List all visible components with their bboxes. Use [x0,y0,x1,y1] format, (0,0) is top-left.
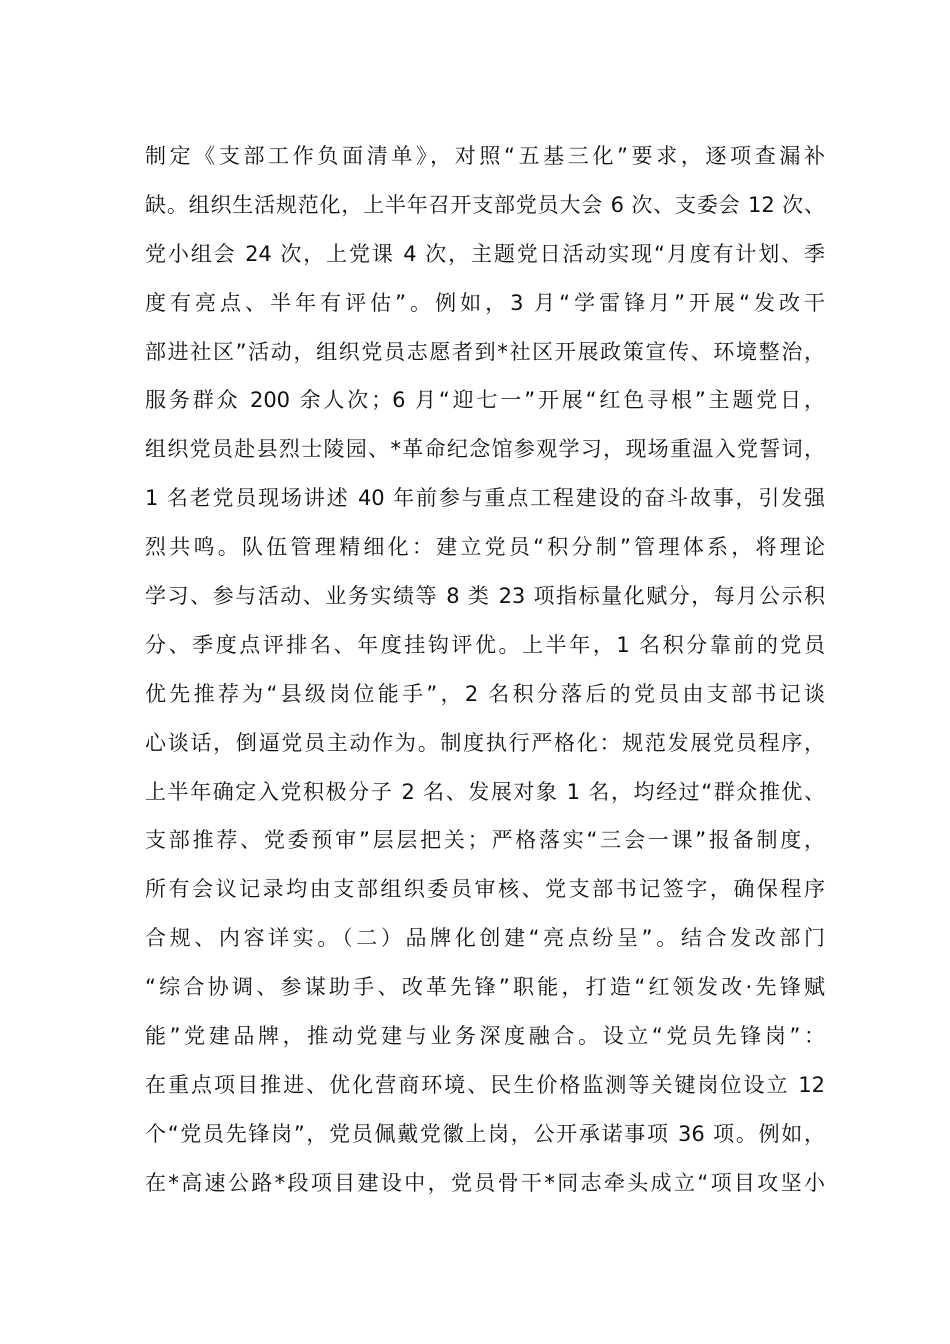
text-line: 党小组会 24 次，上党课 4 次，主题党日活动实现“月度有计划、季 [145,241,825,266]
text-line: 服务群众 200 余人次；6 月“迎七一”开展“红色寻根”主题党日， [145,388,825,413]
text-line: 上半年确定入党积极分子 2 名、发展对象 1 名，均经过“群众推优、 [145,779,825,804]
text-line: 优先推荐为“县级岗位能手”，2 名积分落后的党员由支部书记谈 [145,681,825,706]
text-line: 度有亮点、半年有评估”。例如，3 月“学雷锋月”开展“发改干 [145,290,825,315]
text-line: 1 名老党员现场讲述 40 年前参与重点工程建设的奋斗故事，引发强 [145,486,825,511]
text-line: “综合协调、参谋助手、改革先锋”职能，打造“红领发改·先锋赋 [145,975,825,1000]
text-line: 支部推荐、党委预审”层层把关；严格落实“三会一课”报备制度， [145,828,825,853]
text-line: 缺。组织生活规范化，上半年召开支部党员大会 6 次、支委会 12 次、 [145,192,825,217]
text-line: 分、季度点评排名、年度挂钩评优。上半年，1 名积分靠前的党员 [145,632,825,657]
text-line: 组织党员赴县烈士陵园、*革命纪念馆参观学习，现场重温入党誓词， [145,437,825,462]
text-line: 学习、参与活动、业务实绩等 8 类 23 项指标量化赋分，每月公示积 [145,584,825,609]
text-line: 烈共鸣。队伍管理精细化：建立党员“积分制”管理体系，将理论 [145,535,825,560]
text-line: 能”党建品牌，推动党建与业务深度融合。设立“党员先锋岗”： [145,1024,825,1049]
text-line: 个“党员先锋岗”，党员佩戴党徽上岗，公开承诺事项 36 项。例如， [145,1121,825,1146]
body-paragraph [145,132,825,1208]
text-line: 心谈话，倒逼党员主动作为。制度执行严格化：规范发展党员程序， [145,730,825,755]
text-line: 在*高速公路*段项目建设中，党员骨干*同志牵头成立“项目攻坚小 [145,1170,825,1195]
text-line: 合规、内容详实。（二）品牌化创建“亮点纷呈”。结合发改部门 [145,926,825,951]
text-line: 在重点项目推进、优化营商环境、民生价格监测等关键岗位设立 12 [145,1072,825,1097]
text-line: 所有会议记录均由支部组织委员审核、党支部书记签字，确保程序 [145,877,825,902]
text-line: 部进社区”活动，组织党员志愿者到*社区开展政策宣传、环境整治， [145,339,825,364]
text-line: 制定《支部工作负面清单》，对照“五基三化”要求，逐项查漏补 [145,144,825,168]
